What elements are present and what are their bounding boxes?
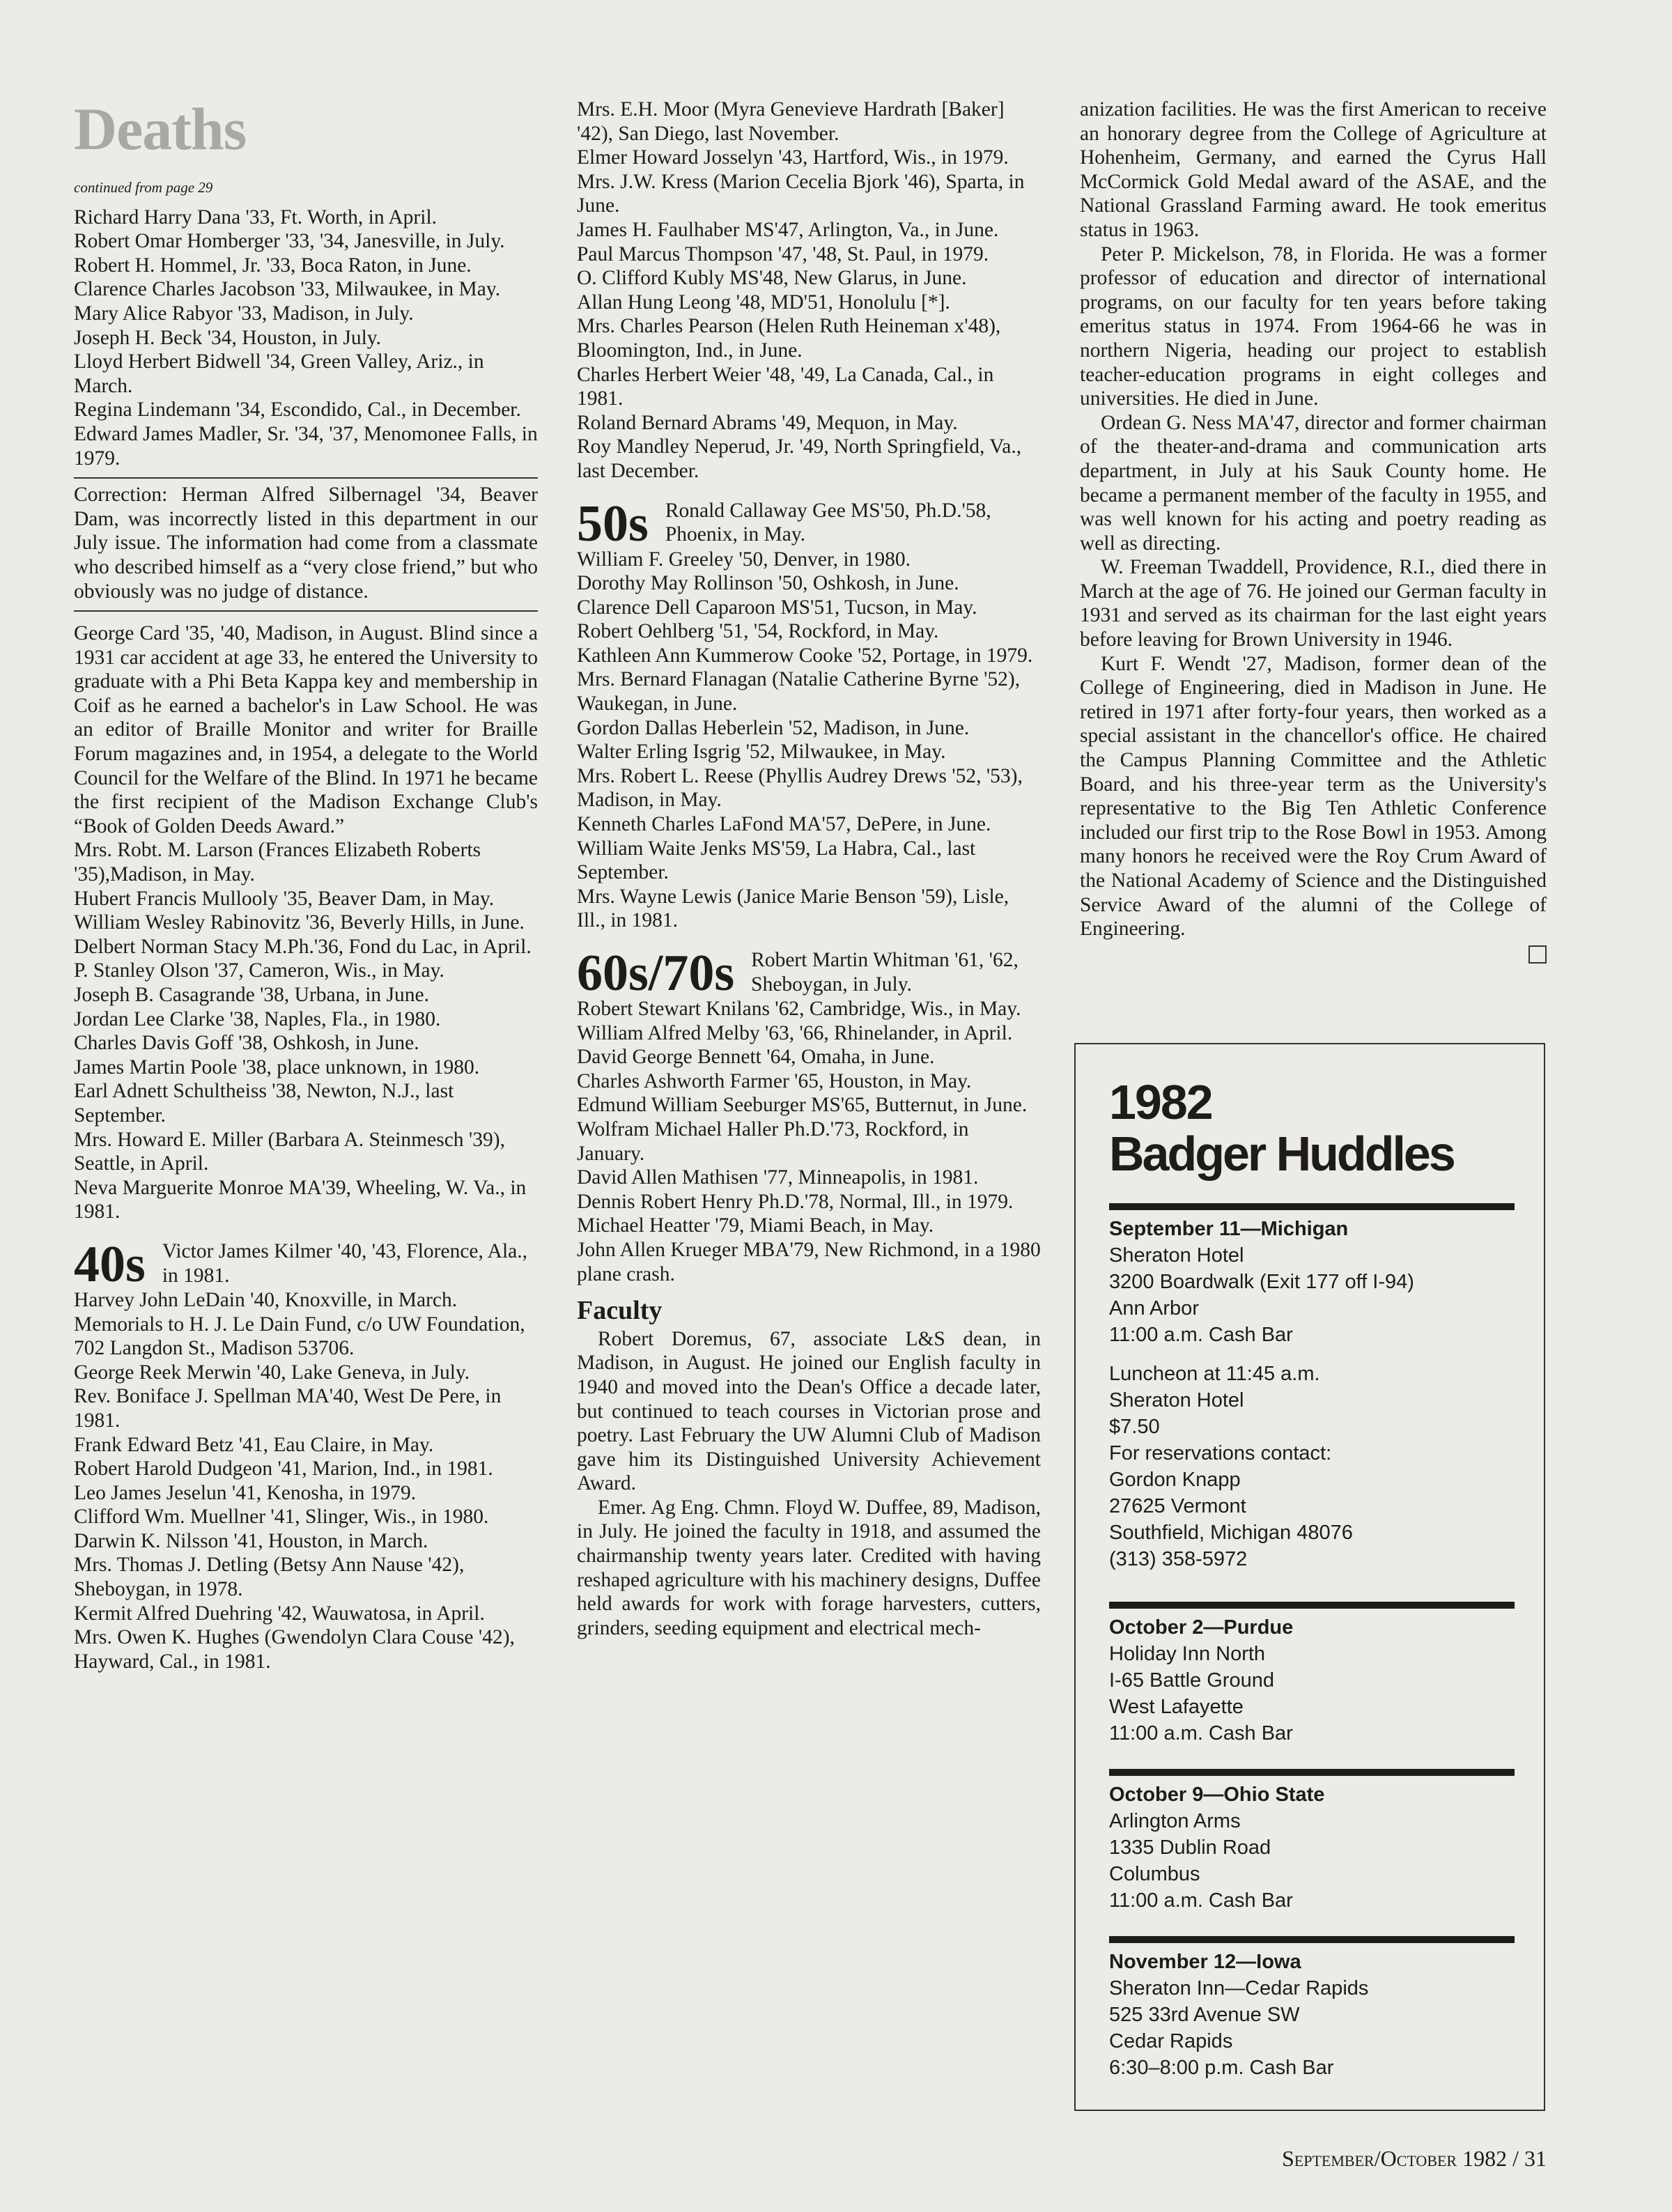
- obituary-entry: Mrs. Charles Pearson (Helen Ruth Heineman x'48), Bloomington, Ind., in June.: [577, 315, 1001, 362]
- huddle-line: 11:00 a.m. Cash Bar: [1109, 1889, 1293, 1912]
- obituary-entry: James Martin Poole '38, place unknown, in 1980.: [74, 1055, 480, 1078]
- huddle-line: 6:30–8:00 p.m. Cash Bar: [1109, 2057, 1334, 2079]
- obituary-entry: William F. Greeley '50, Denver, in 1980.: [577, 548, 911, 571]
- huddle-line: Ann Arbor: [1109, 1297, 1199, 1320]
- huddle-line: Sheraton Inn—Cedar Rapids: [1109, 1977, 1369, 2000]
- obituary-entry: Robert Omar Homberger '33, '34, Janesville, in July.: [74, 230, 505, 253]
- huddle-line: 11:00 a.m. Cash Bar: [1109, 1722, 1293, 1745]
- obituary-entry: Mrs. Bernard Flanagan (Natalie Catherine Byrne '52), Waukegan, in June.: [577, 668, 1021, 716]
- decade-40s: [74, 1235, 538, 1293]
- obituary-entry: Wolfram Michael Haller Ph.D.'73, Rockford, in January.: [577, 1117, 969, 1165]
- obituary-entry: Mrs. Robt. M. Larson (Frances Elizabeth Roberts '35),Madison, in May.: [74, 839, 481, 886]
- page-footer: September/October 1982 / 31: [1282, 2146, 1547, 2171]
- decade-first-entry: Robert Martin Whitman '61, '62, Sheboygan, in July.: [751, 949, 1019, 996]
- obituary-entry: Mrs. E.H. Moor (Myra Genevieve Hardrath [Baker] '42), San Diego, last November.: [577, 98, 1005, 145]
- obituary-entry: Clarence Dell Caparoon MS'51, Tucson, in May.: [577, 596, 977, 619]
- obituary-entry: Gordon Dallas Heberlein '52, Madison, in June.: [577, 716, 970, 739]
- obituary-entry: William Waite Jenks MS'59, La Habra, Cal., last September.: [577, 837, 976, 884]
- obituary-entry: Joseph B. Casagrande '38, Urbana, in June.: [74, 984, 429, 1006]
- obituary-entry: William Wesley Rabinovitz '36, Beverly Hills, in June.: [74, 911, 525, 934]
- huddle-heading: October 2—Purdue: [1109, 1616, 1294, 1639]
- obituary-entry: Mrs. Robert L. Reese (Phyllis Audrey Drews '52, '53), Madison, in May.: [577, 764, 1023, 812]
- obituary-entry: John Allen Krueger MBA'79, New Richmond, in a 1980 plane crash.: [577, 1238, 1041, 1285]
- obituary-entry: Delbert Norman Stacy M.Ph.'36, Fond du Lac, in April.: [74, 935, 532, 958]
- huddle-heading: September 11—Michigan: [1109, 1218, 1349, 1240]
- faculty-paragraph: Peter P. Mickelson, 78, in Florida. He was a former professor of education and director of international programs, on our faculty for ten years before taking emeritus status in 1974. From 1964-66 he was in northern Nigeria, heading our project to establish teacher-education programs in eight colleges and universities. He died in June.: [1080, 242, 1547, 410]
- obituary-entry: Lloyd Herbert Bidwell '34, Green Valley, Ariz., in March.: [74, 350, 484, 397]
- huddle-line: For reservations contact:: [1109, 1442, 1332, 1464]
- huddle-line: Cedar Rapids: [1109, 2030, 1233, 2052]
- obituary-entry: Paul Marcus Thompson '47, '48, St. Paul, in 1979.: [577, 242, 989, 265]
- obituary-entry: Kenneth Charles LaFond MA'57, DePere, in June.: [577, 813, 991, 836]
- faculty-paragraph: Robert Doremus, 67, associate L&S dean, in Madison, in August. He joined our English faculty in 1940 and moved into the Dean's Office a decade later, but continued to teach courses in Victorian prose and poetry. Last February the UW Alumni Club of Madison gave him its Distinguished University Achievement Award.: [577, 1327, 1041, 1495]
- huddle-line: 3200 Boardwalk (Exit 177 off I-94): [1109, 1271, 1414, 1293]
- huddle-line: [1109, 1348, 1515, 1361]
- continued-note: continued from page 29: [74, 179, 213, 196]
- obituary-entry: Charles Davis Goff '38, Oshkosh, in June.: [74, 1032, 419, 1055]
- obituary-entry: Charles Herbert Weier '48, '49, La Canada, Cal., in 1981.: [577, 363, 994, 410]
- huddles-year: 1982: [1109, 1075, 1212, 1129]
- obituary-entry: Frank Edward Betz '41, Eau Claire, in May.: [74, 1433, 434, 1456]
- huddle-line: Sheraton Hotel: [1109, 1389, 1244, 1411]
- huddle-line: Columbus: [1109, 1863, 1200, 1885]
- huddle-line: (313) 358-5972: [1109, 1548, 1248, 1570]
- column-3: [1080, 98, 1547, 964]
- huddle-section: [1109, 1936, 1515, 2081]
- end-mark-icon: [1528, 945, 1547, 964]
- decade-label: 40s: [74, 1235, 146, 1293]
- obituary-entry: Mary Alice Rabyor '33, Madison, in July.: [74, 302, 414, 325]
- obituary-entry: Dorothy May Rollinson '50, Oshkosh, in June.: [577, 572, 959, 595]
- decade-first-entry: Ronald Callaway Gee MS'50, Ph.D.'58, Phoenix, in May.: [665, 499, 991, 546]
- obituary-entry: Jordan Lee Clarke '38, Naples, Fla., in 1980.: [74, 1007, 441, 1030]
- huddle-section: [1109, 1602, 1515, 1747]
- obituary-entry: George Reek Merwin '40, Lake Geneva, in July.: [74, 1361, 470, 1384]
- correction-notice: Correction: Herman Alfred Silbernagel '34, Beaver Dam, was incorrectly listed in this department in our July issue. The information had come from a classmate who described himself as a “very close friend,” but who obviously was no judge of distance.: [74, 477, 538, 612]
- obituary-entry: Hubert Francis Mullooly '35, Beaver Dam, in May.: [74, 887, 495, 910]
- obituary-entry: Mrs. Howard E. Miller (Barbara A. Steinmesch '39), Seattle, in April.: [74, 1128, 505, 1175]
- huddle-section: [1109, 1769, 1515, 1914]
- obituary-entry: Walter Erling Isgrig '52, Milwaukee, in May.: [577, 741, 946, 764]
- decade-50s: [577, 495, 1041, 552]
- decade-label: 50s: [577, 495, 649, 552]
- column-2: [577, 98, 1041, 1640]
- obituary-entry: Edward James Madler, Sr. '34, '37, Menomonee Falls, in 1979.: [74, 422, 538, 470]
- huddle-line: West Lafayette: [1109, 1696, 1244, 1718]
- huddle-line: Luncheon at 11:45 a.m.: [1109, 1363, 1320, 1385]
- badger-huddles-box: [1074, 1043, 1545, 2111]
- entries-list-50s: [577, 548, 1041, 934]
- obituary-entry: Roland Bernard Abrams '49, Mequon, in May.: [577, 411, 958, 434]
- column-1: [74, 95, 538, 1673]
- obituary-entry: Clarence Charles Jacobson '33, Milwaukee, in May.: [74, 278, 501, 301]
- obituary-entry: Regina Lindemann '34, Escondido, Cal., in December.: [74, 399, 521, 421]
- huddle-heading: October 9—Ohio State: [1109, 1784, 1325, 1806]
- obituary-entry: Michael Heatter '79, Miami Beach, in May.: [577, 1214, 934, 1237]
- entries-list-2: [577, 98, 1041, 484]
- faculty-paragraph: Emer. Ag Eng. Chmn. Floyd W. Duffee, 89, Madison, in July. He joined the faculty in 1918, and assumed the chairmanship twenty years later. Credited with having reshaped agriculture with his machinery designs, Duffee held awards for work with forage harvesters, cutters, grinders, seeding equipment and electrical mech-: [577, 1496, 1041, 1639]
- obituary-entry: Elmer Howard Josselyn '43, Hartford, Wis., in 1979.: [577, 146, 1009, 169]
- obituary-entry: Edmund William Seeburger MS'65, Butternut, in June.: [577, 1094, 1028, 1117]
- section-title: Deaths: [74, 95, 247, 162]
- decade-60s-70s: [577, 945, 1041, 1002]
- huddle-heading: November 12—Iowa: [1109, 1951, 1301, 1973]
- obituary-entry: Robert Harold Dudgeon '41, Marion, Ind., in 1981.: [74, 1457, 493, 1480]
- obituary-entry: James H. Faulhaber MS'47, Arlington, Va., in June.: [577, 218, 999, 241]
- huddle-line: 27625 Vermont: [1109, 1495, 1246, 1517]
- obituary-entry: Robert Oehlberg '51, '54, Rockford, in May.: [577, 620, 939, 643]
- huddle-line: I-65 Battle Ground: [1109, 1669, 1274, 1692]
- obituary-entry: Mrs. J.W. Kress (Marion Cecelia Bjork '46), Sparta, in June.: [577, 170, 1025, 217]
- obituary-entry: Joseph H. Beck '34, Houston, in July.: [74, 326, 381, 349]
- obituary-entry: Mrs. Owen K. Hughes (Gwendolyn Clara Couse '42), Hayward, Cal., in 1981.: [74, 1626, 515, 1673]
- obituary-entry: Dennis Robert Henry Ph.D.'78, Normal, Ill., in 1979.: [577, 1190, 1014, 1213]
- entries-list-1b: [74, 838, 538, 1224]
- obituary-entry: P. Stanley Olson '37, Cameron, Wis., in May.: [74, 959, 444, 982]
- huddle-line: Southfield, Michigan 48076: [1109, 1522, 1353, 1544]
- obituary-entry: Allan Hung Leong '48, MD'51, Honolulu [*].: [577, 291, 950, 314]
- huddle-line: Arlington Arms: [1109, 1810, 1241, 1832]
- obituary-entry: Rev. Boniface J. Spellman MA'40, West De Pere, in 1981.: [74, 1385, 502, 1432]
- obituary-entry: David Allen Mathisen '77, Minneapolis, in 1981.: [577, 1166, 979, 1189]
- obituary-entry: Charles Ashworth Farmer '65, Houston, in May.: [577, 1069, 972, 1092]
- obituary-entry: Earl Adnett Schultheiss '38, Newton, N.J., last September.: [74, 1080, 454, 1127]
- huddle-section: [1109, 1203, 1515, 1572]
- entries-list-60s-70s: [577, 997, 1041, 1286]
- faculty-paragraph: Kurt F. Wendt '27, Madison, former dean of the College of Engineering, died in Madison in June. He retired in 1971 after forty-four years, then worked as a special assistant in the chancellor's office. He chaired the Campus Planning Committee and the Athletic Board, and his three-year term as the University's representative to the Big Ten Athletic Conference included our first trip to the Rose Bowl in 1953. Among many honors he received were the Roy Crum Award of the National Academy of Science and the Distinguished Service Award of the alumni of the College of Engineering.: [1080, 652, 1547, 941]
- obituary-entry: Darwin K. Nilsson '41, Houston, in March.: [74, 1529, 428, 1552]
- obituary-entry: Mrs. Wayne Lewis (Janice Marie Benson '59), Lisle, Ill., in 1981.: [577, 885, 1009, 932]
- huddles-title: Badger Huddles: [1109, 1127, 1454, 1181]
- decade-first-entry: Victor James Kilmer '40, '43, Florence, Ala., in 1981.: [162, 1239, 527, 1287]
- obituary-entry: William Alfred Melby '63, '66, Rhinelander, in April.: [577, 1021, 1013, 1044]
- obituary-entry: Clifford Wm. Muellner '41, Slinger, Wis., in 1980.: [74, 1506, 489, 1529]
- entries-list-40s: [74, 1288, 538, 1674]
- obituary-entry: David George Bennett '64, Omaha, in June.: [577, 1046, 935, 1069]
- obituary-entry: Harvey John LeDain '40, Knoxville, in March. Memorials to H. J. Le Dain Fund, c/o UW Foundation, 702 Langdon St., Madison 53706.: [74, 1288, 525, 1360]
- obituary-entry: Richard Harry Dana '33, Ft. Worth, in April.: [74, 206, 438, 229]
- huddle-line: Gordon Knapp: [1109, 1469, 1241, 1491]
- obituary-entry: Mrs. Thomas J. Detling (Betsy Ann Nause '42), Sheboygan, in 1978.: [74, 1554, 465, 1601]
- huddle-line: Holiday Inn North: [1109, 1643, 1266, 1665]
- obituary-card: George Card '35, '40, Madison, in August. Blind since a 1931 car accident at age 33, he entered the University to graduate with a Phi Beta Kappa key and membership in Coif as he earned a bachelor's in Law School. He was an editor of Braille Monitor and writer for Braille Forum magazines and, in 1954, a delegate to the World Council for the Welfare of the Blind. In 1971 he became the first recipient of the Madison Exchange Club's “Book of Golden Deeds Award.”: [74, 622, 538, 837]
- faculty-paragraph: Ordean G. Ness MA'47, director and former chairman of the theater-and-drama and communication arts department, in July at his Sauk County home. He became a permanent member of the faculty in 1955, and was well known for his acting and poetry reading as well as directing.: [1080, 411, 1547, 555]
- entries-list-1: [74, 206, 538, 471]
- obituary-entry: Roy Mandley Neperud, Jr. '49, North Springfield, Va., last December.: [577, 435, 1022, 482]
- obituary-entry: Robert Stewart Knilans '62, Cambridge, Wis., in May.: [577, 998, 1021, 1020]
- faculty-paragraph: W. Freeman Twaddell, Providence, R.I., died there in March at the age of 76. He joined our German faculty in 1931 and served as its chairman for the last eight years before leaving for Brown University in 1946.: [1080, 556, 1547, 651]
- obituary-entry: Leo James Jeselun '41, Kenosha, in 1979.: [74, 1481, 417, 1504]
- huddle-line: Sheraton Hotel: [1109, 1244, 1244, 1267]
- decade-label: 60s/70s: [577, 945, 735, 1002]
- obituary-entry: Robert H. Hommel, Jr. '33, Boca Raton, in June.: [74, 254, 472, 277]
- faculty-heading: Faculty: [577, 1296, 663, 1326]
- obituary-entry: Kathleen Ann Kummerow Cooke '52, Portage, in 1979.: [577, 644, 1033, 667]
- obituary-entry: O. Clifford Kubly MS'48, New Glarus, in June.: [577, 267, 967, 290]
- huddle-line: 11:00 a.m. Cash Bar: [1109, 1324, 1293, 1346]
- obituary-entry: Kermit Alfred Duehring '42, Wauwatosa, in April.: [74, 1602, 485, 1625]
- huddle-line: $7.50: [1109, 1416, 1160, 1438]
- obituary-entry: Neva Marguerite Monroe MA'39, Wheeling, W. Va., in 1981.: [74, 1176, 527, 1223]
- huddle-line: 525 33rd Avenue SW: [1109, 2004, 1300, 2026]
- faculty-paragraph: anization facilities. He was the first American to receive an honorary degree from the College of Agriculture at Hohenheim, Germany, and earned the Cyrus Hall McCormick Gold Medal award of the ASAE, and the National Grassland Farming award. He took emeritus status in 1963.: [1080, 98, 1547, 241]
- huddle-line: 1335 Dublin Road: [1109, 1836, 1271, 1859]
